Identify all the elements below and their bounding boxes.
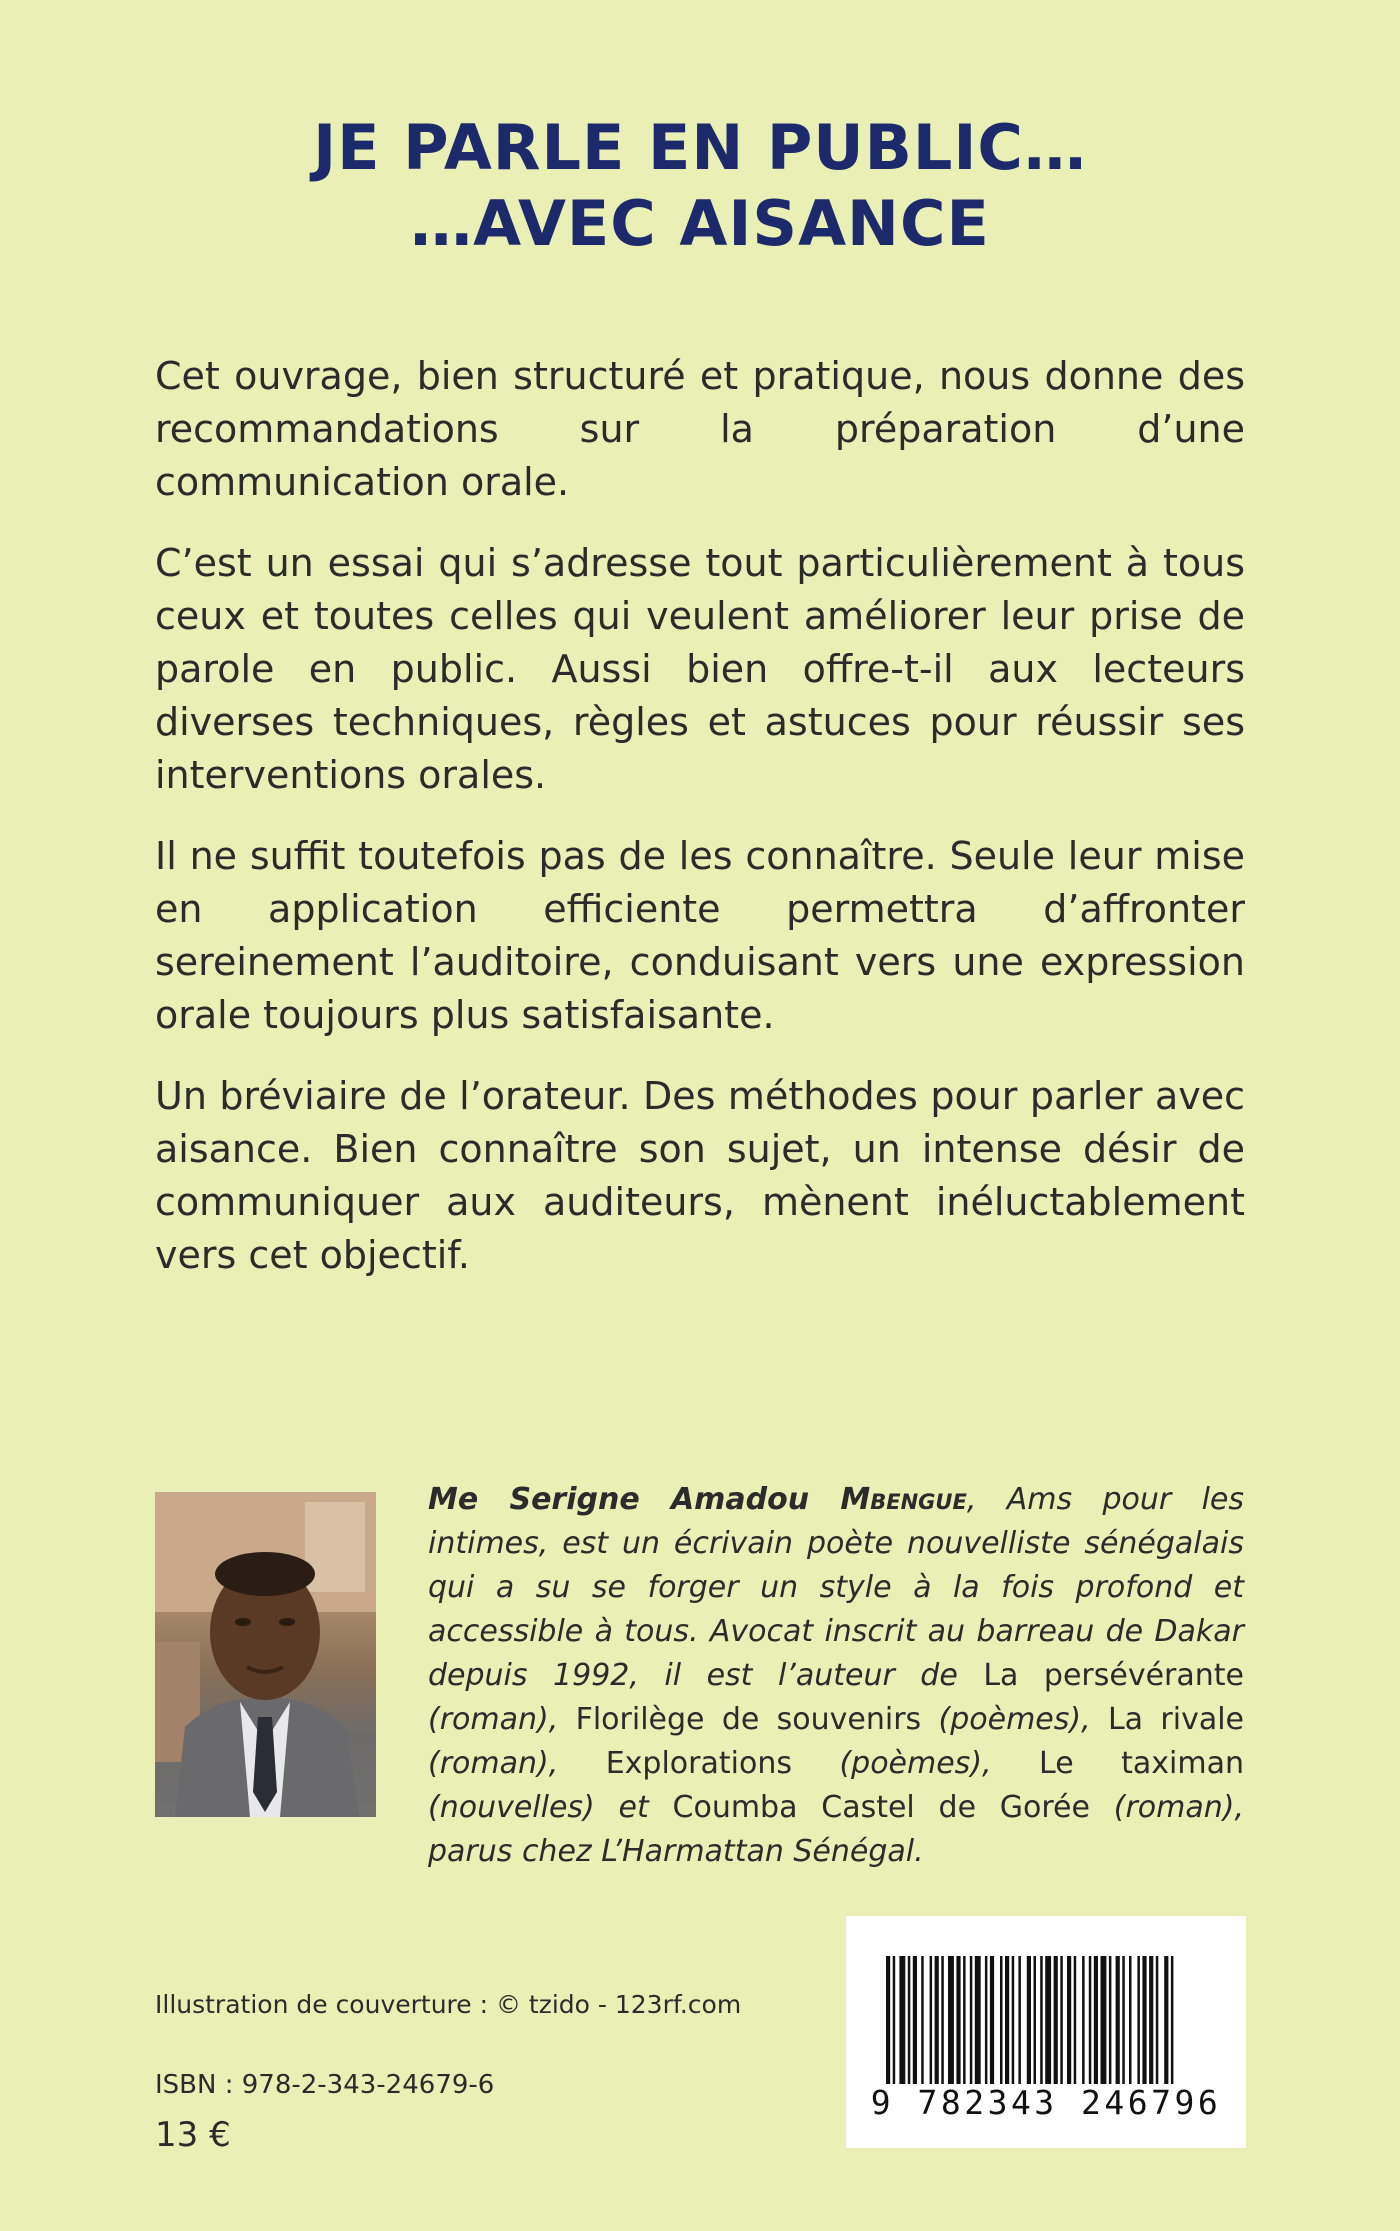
author-bio [428, 1478, 1244, 1874]
blurb-paragraph-1: Cet ouvrage, bien structuré et pratique, nous donne des recommandations sur la préparation d’une communication orale. [155, 354, 1245, 504]
work-title-5: Le taximan [1039, 1746, 1244, 1781]
work-title-4: Explorations [605, 1746, 792, 1781]
work-genre-2: (poèmes), [921, 1702, 1108, 1737]
work-genre-1: (roman), [428, 1702, 576, 1737]
title-line-2: …AVEC AISANCE [410, 187, 990, 260]
title-line-1: JE PARLE EN PUBLIC… [313, 111, 1087, 184]
work-title-1: La persévérante [983, 1658, 1245, 1693]
cover-illustration-credit: Illustration de couverture : © tzido - 123rf.com [155, 1990, 742, 2019]
work-title-3: La rivale [1107, 1702, 1244, 1737]
barcode-digits: 9 782343 246796 [870, 2083, 1222, 2122]
author-name-last: Mbengue [840, 1482, 967, 1517]
work-genre-5: (nouvelles) et [428, 1790, 673, 1825]
work-genre-4: (poèmes), [791, 1746, 1040, 1781]
work-genre-6: (roman), parus chez L’Harmattan Sénégal. [428, 1790, 1245, 1869]
work-title-6: Coumba Castel de Gorée [672, 1790, 1090, 1825]
isbn-label: ISBN : 978-2-343-24679-6 [155, 2070, 495, 2100]
price-label: 13 € [155, 2115, 231, 2155]
bio-text: , Ams pour les intimes, est un écrivain poète nouvelliste sénégalais qui a su se forger un style à la fois profond et accessible à tous. Avocat inscrit au barreau de Dakar depuis 1992, il est l’auteur de [428, 1482, 1244, 1693]
author-photo [155, 1492, 376, 1817]
author-name-first: Me Serigne Amadou [428, 1482, 841, 1517]
blurb-paragraph-3: Il ne suffit toutefois pas de les connaître. Seule leur mise en application efficiente permettra d’affronter sereinement l’auditoire, conduisant vers une expression orale toujours plus satisfaisante. [155, 834, 1245, 1037]
barcode [846, 1916, 1246, 2148]
work-title-2: Florilège de souvenirs [575, 1702, 922, 1737]
barcode-bars [886, 1956, 1206, 2084]
work-genre-3: (roman), [428, 1746, 606, 1781]
book-title [0, 110, 1400, 262]
blurb-paragraph-2: C’est un essai qui s’adresse tout particulièrement à tous ceux et toutes celles qui veulent améliorer leur prise de parole en public. Aussi bien offre-t-il aux lecteurs diverses techniques, règles et astuces pour réussir ses interventions orales. [155, 541, 1245, 797]
back-cover-blurb [155, 350, 1245, 1310]
blurb-paragraph-4: Un bréviaire de l’orateur. Des méthodes pour parler avec aisance. Bien connaître son sujet, un intense désir de communiquer aux auditeurs, mènent inéluctablement vers cet objectif. [155, 1074, 1245, 1277]
